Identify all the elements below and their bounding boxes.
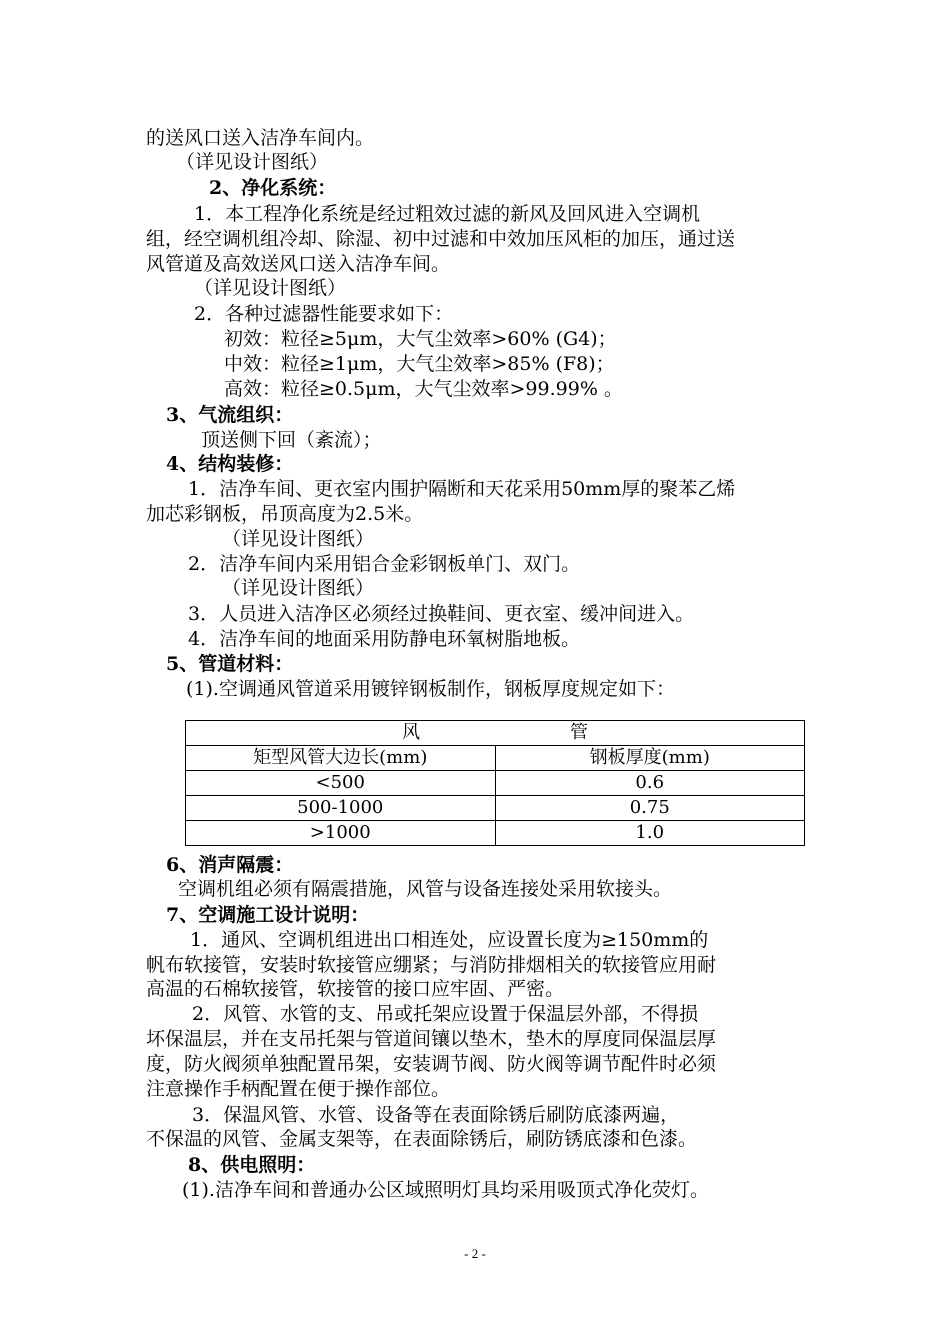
text-line: 空调机组必须有隔震措施，风管与设备连接处采用软接头。 [178,878,673,900]
section-heading: 5、管道材料： [166,653,294,675]
table-cell: 1.0 [495,821,805,846]
text-line: 帆布软接管，安装时软接管应绷紧；与消防排烟相关的软接管应用耐 [146,954,717,976]
text-line: 注意操作手柄配置在便于操作部位。 [146,1078,451,1100]
text-line: 中效：粒径≥1μm，大气尘效率>85% (F8)； [224,353,615,375]
text-line: 高温的石棉软接管，软接管的接口应牢固、严密。 [146,978,565,1000]
table-header-row [186,746,805,771]
table-cell: <500 [186,771,496,796]
text-line: 4．洁净车间的地面采用防静电环氧树脂地板。 [188,628,581,650]
text-line: 高效：粒径≥0.5μm，大气尘效率>99.99% 。 [224,378,623,400]
table-title-cell [186,721,805,746]
text-line: （详见设计图纸） [222,577,375,599]
table-cell: 0.75 [495,796,805,821]
text-line: （详见设计图纸） [222,528,375,550]
text-line: 1．洁净车间、更衣室内围护隔断和天花采用50mm厚的聚苯乙烯 [188,478,736,500]
text-line: 度，防火阀须单独配置吊架，安装调节阀、防火阀等调节配件时必须 [146,1053,717,1075]
text-line: 1．通风、空调机组进出口相连处，应设置长度为≥150mm的 [190,929,709,951]
text-line: 坏保温层，并在支吊托架与管道间镶以垫木，垫木的厚度同保温层厚 [146,1028,717,1050]
text-line: (1).空调通风管道采用镀锌钢板制作，钢板厚度规定如下： [186,678,675,700]
text-line: 2．各种过滤器性能要求如下： [194,303,454,325]
text-line: 的送风口送入洁净车间内。 [146,127,375,149]
text-line: 风管道及高效送风口送入洁净车间。 [146,253,451,275]
table-header-cell: 钢板厚度(mm) [495,746,805,771]
section-heading: 4、结构装修： [166,453,294,475]
section-heading: 2、净化系统： [209,177,337,199]
text-line: 1．本工程净化系统是经过粗效过滤的新风及回风进入空调机 [194,203,701,225]
duct-thickness-table [185,720,805,846]
table-row [186,796,805,821]
table-cell: >1000 [186,821,496,846]
text-line: 加芯彩钢板，吊顶高度为2.5米。 [146,503,424,525]
text-line: 3．保温风管、水管、设备等在表面除锈后刷防底漆两遍， [192,1104,680,1126]
text-line: （详见设计图纸） [194,277,347,299]
table-header-cell: 矩型风管大边长(mm) [186,746,496,771]
page-number: - 2 - [464,1246,486,1261]
section-heading: 3、气流组织： [166,404,294,426]
text-line: 不保温的风管、金属支架等，在表面除锈后，刷防锈底漆和色漆。 [146,1128,698,1150]
text-line: (1).洁净车间和普通办公区域照明灯具均采用吸顶式净化荧灯。 [182,1179,709,1201]
table-title-left: 风 [402,722,420,743]
text-line: 初效：粒径≥5μm，大气尘效率>60% (G4)； [224,328,617,350]
table-row [186,771,805,796]
table-row [186,821,805,846]
section-heading: 6、消声隔震： [166,854,294,876]
table-title-right: 管 [570,722,588,743]
text-line: 2．风管、水管的支、吊或托架应设置于保温层外部，不得损 [192,1003,699,1025]
text-line: 顶送侧下回（紊流）； [201,429,382,451]
text-line: 2．洁净车间内采用铝合金彩钢板单门、双门。 [188,553,581,575]
text-line: 组，经空调机组冷却、除湿、初中过滤和中效加压风柜的加压，通过送 [146,228,736,250]
text-line: 3．人员进入洁净区必须经过换鞋间、更衣室、缓冲间进入。 [188,603,695,625]
section-heading: 8、供电照明： [188,1154,316,1176]
table-cell: 500-1000 [186,796,496,821]
text-line: （详见设计图纸） [176,151,329,173]
table-cell: 0.6 [495,771,805,796]
section-heading: 7、空调施工设计说明： [166,904,370,926]
table-title-row [186,721,805,746]
